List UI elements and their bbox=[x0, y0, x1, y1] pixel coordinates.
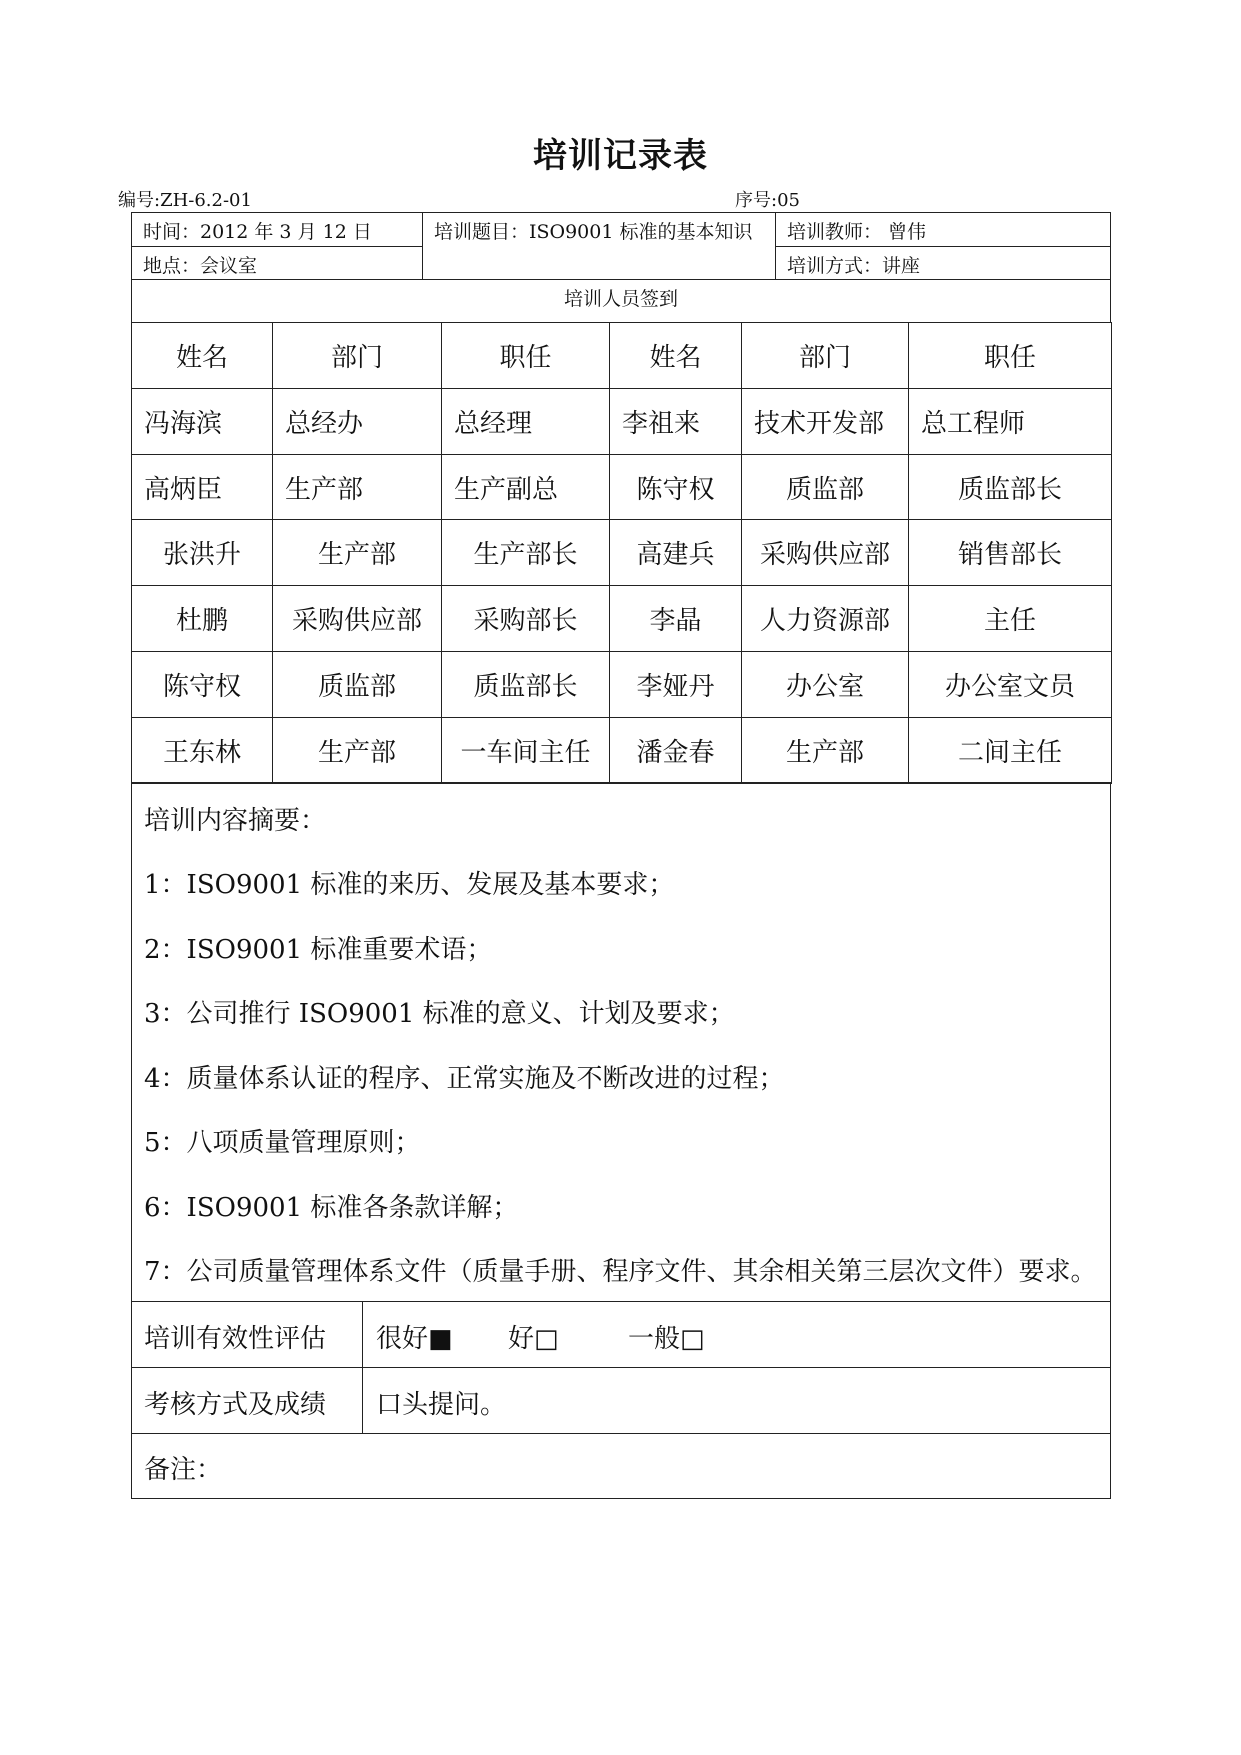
summary-heading: 培训内容摘要： bbox=[144, 806, 327, 836]
summary-block bbox=[131, 782, 1111, 1302]
remarks-label: 备注： bbox=[144, 1455, 223, 1485]
table-cell: 质监部 bbox=[272, 651, 442, 718]
evaluation-divider bbox=[362, 1301, 363, 1368]
table-header-cell: 部门 bbox=[272, 322, 442, 389]
table-cell: 二间主任 bbox=[908, 717, 1112, 784]
table-cell: 陈守权 bbox=[609, 454, 742, 520]
table-header-cell: 姓名 bbox=[609, 322, 742, 389]
table-cell: 潘金春 bbox=[609, 717, 742, 784]
assessment-value: 口头提问。 bbox=[376, 1390, 507, 1420]
table-header-cell: 职任 bbox=[908, 322, 1112, 389]
evaluation-label: 培训有效性评估 bbox=[144, 1324, 327, 1354]
table-cell: 办公室文员 bbox=[908, 651, 1112, 718]
table-cell: 李娅丹 bbox=[609, 651, 742, 718]
summary-item: 1：ISO9001 标准的来历、发展及基本要求； bbox=[144, 870, 675, 900]
remarks-row bbox=[131, 1433, 1111, 1499]
table-cell: 陈守权 bbox=[131, 651, 273, 718]
training-method: 培训方式：讲座 bbox=[787, 255, 921, 277]
summary-item: 2：ISO9001 标准重要术语； bbox=[144, 935, 493, 965]
table-cell: 李祖来 bbox=[609, 388, 742, 455]
assessment-divider bbox=[362, 1367, 363, 1434]
table-cell: 总经办 bbox=[272, 388, 442, 455]
table-header-cell: 职任 bbox=[441, 322, 610, 389]
summary-item: 4：质量体系认证的程序、正常实施及不断改进的过程； bbox=[144, 1064, 785, 1094]
training-teacher: 培训教师： 曾伟 bbox=[787, 221, 927, 243]
table-cell: 李晶 bbox=[609, 585, 742, 652]
table-cell: 技术开发部 bbox=[741, 388, 909, 455]
training-time: 时间：2012 年 3 月 12 日 bbox=[143, 221, 372, 243]
table-header-cell: 部门 bbox=[741, 322, 909, 389]
info-row-divider-right bbox=[775, 246, 1111, 247]
table-cell: 质监部长 bbox=[441, 651, 610, 718]
training-place: 地点：会议室 bbox=[143, 255, 258, 277]
info-divider-1 bbox=[422, 212, 423, 280]
table-cell: 采购部长 bbox=[441, 585, 610, 652]
table-cell: 总经理 bbox=[441, 388, 610, 455]
table-cell: 主任 bbox=[908, 585, 1112, 652]
table-cell: 生产副总 bbox=[441, 454, 610, 520]
summary-item: 5：八项质量管理原则； bbox=[144, 1128, 421, 1158]
assessment-label: 考核方式及成绩 bbox=[144, 1390, 327, 1420]
table-cell: 冯海滨 bbox=[131, 388, 273, 455]
training-topic: 培训题目：ISO9001 标准的基本知识 bbox=[434, 221, 753, 243]
summary-item: 7：公司质量管理体系文件（质量手册、程序文件、其余相关第三层次文件）要求。 bbox=[144, 1257, 1097, 1287]
table-cell: 采购供应部 bbox=[272, 585, 442, 652]
table-cell: 办公室 bbox=[741, 651, 909, 718]
signin-header: 培训人员签到 bbox=[563, 288, 678, 310]
table-cell: 杜鹏 bbox=[131, 585, 273, 652]
table-cell: 生产部 bbox=[272, 519, 442, 586]
table-cell: 总工程师 bbox=[908, 388, 1112, 455]
table-cell: 高建兵 bbox=[609, 519, 742, 586]
table-cell: 张洪升 bbox=[131, 519, 273, 586]
table-header-cell: 姓名 bbox=[131, 322, 273, 389]
summary-item: 6：ISO9001 标准各条款详解； bbox=[144, 1193, 519, 1223]
evaluation-option-average: 一般□ bbox=[628, 1324, 705, 1354]
table-cell: 生产部 bbox=[272, 717, 442, 784]
serial-number: 序号:05 bbox=[735, 190, 800, 211]
info-row-divider-left bbox=[131, 246, 422, 247]
table-cell: 生产部 bbox=[741, 717, 909, 784]
table-cell: 质监部长 bbox=[908, 454, 1112, 520]
table-cell: 销售部长 bbox=[908, 519, 1112, 586]
table-cell: 一车间主任 bbox=[441, 717, 610, 784]
evaluation-option-very-good: 很好■ bbox=[376, 1324, 453, 1354]
summary-item: 3：公司推行 ISO9001 标准的意义、计划及要求； bbox=[144, 999, 735, 1029]
table-cell: 采购供应部 bbox=[741, 519, 909, 586]
table-cell: 王东林 bbox=[131, 717, 273, 784]
table-cell: 高炳臣 bbox=[131, 454, 273, 520]
table-cell: 生产部 bbox=[272, 454, 442, 520]
form-code: 编号:ZH-6.2-01 bbox=[118, 190, 252, 211]
page-title: 培训记录表 bbox=[533, 136, 708, 176]
table-cell: 人力资源部 bbox=[741, 585, 909, 652]
table-cell: 质监部 bbox=[741, 454, 909, 520]
table-cell: 生产部长 bbox=[441, 519, 610, 586]
evaluation-option-good: 好□ bbox=[508, 1324, 559, 1354]
